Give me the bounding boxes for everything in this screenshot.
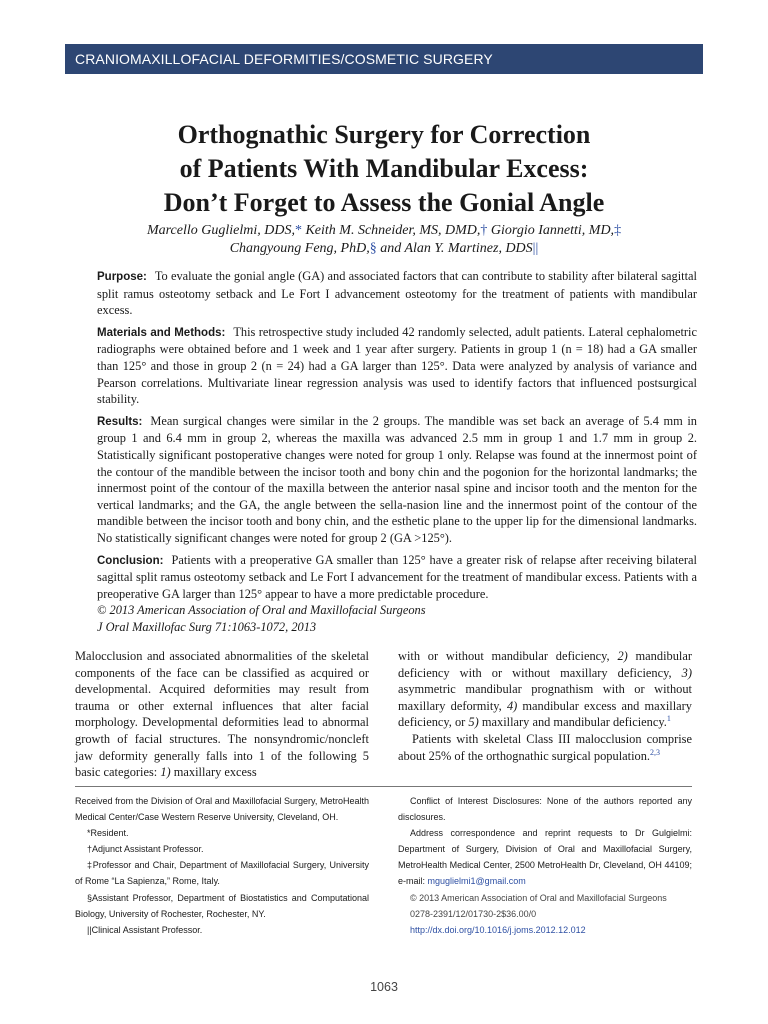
footnote-professor: ‡Professor and Chair, Department of Maxillofacial Surgery, University of Rome “La Sapienza,” Rome, Italy. [75,860,369,887]
doi-link[interactable]: http://dx.doi.org/10.1016/j.joms.2012.12.012 [410,924,586,935]
affiliation-marker[interactable]: § [369,241,377,256]
purpose-label: Purpose: [97,271,147,283]
body-column-right [398,648,692,764]
abstract-copyright: © 2013 American Association of Oral and Maxillofacial Surgeons [97,603,426,618]
body-text: with or without mandibular deficiency, [398,649,610,663]
affiliation-marker[interactable]: † [480,223,488,238]
methods-text: This retrospective study included 42 randomly selected, adult patients. Lateral cephalometric radiographs were obtained before and 1 week and 1 year after surgery. Patients in group 1 (n = 18) had a GA smaller than 125° and those in group 2 (n = 24) had a GA larger than 125°. Data were analyzed by analysis of variance and Pearson correlations. Multivariate linear regression analysis was used to identify factors that influenced postsurgical stability. [97,324,697,407]
footnote-resident: *Resident. [87,828,129,839]
purpose-text: To evaluate the gonial angle (GA) and associated factors that can contribute to stability after bilateral sagittal split ramus osteotomy setback and Le Fort I advancement osteotomy for the treatment of patients with mandibular excess. [97,269,697,318]
body-paragraph [75,648,369,781]
body-text: Malocclusion and associated abnormalities of the skeletal components of the face can be classified as acquired or developmental. Acquired deformities may result from trauma or other external influences that alter facial morphology. Developmental deformities lead to abnormal growth of facial structures. The nonsyndromic/noncleft jaw deformity generally falls into 1 of the following 5 basic categories: [75,649,369,780]
body-text: maxillary excess [173,765,257,780]
abstract-purpose [97,268,697,319]
body-text: mandibular deficiency with or without maxillary deficiency, [398,649,692,680]
body-text: asymmetric mandibular prognathism with or without maxillary deformity, [398,682,692,713]
author-line [65,240,703,258]
title-line: Don’t Forget to Assess the Gonial Angle [163,188,605,217]
methods-label: Materials and Methods: [97,326,226,339]
abstract [97,268,697,635]
footnote-address [398,825,692,889]
footnote-conflict: Conflict of Interest Disclosures: None of the authors reported any disclosures. [398,796,692,823]
reference-link[interactable]: 2,3 [650,747,661,757]
author-name: Changyoung Feng, PhD, [229,241,370,256]
title-line: of Patients With Mandibular Excess: [179,154,589,183]
body-text: mandibular excess and maxillary deficiency, or [398,698,692,730]
section-banner: CRANIOMAXILLOFACIAL DEFORMITIES/COSMETIC SURGERY [65,44,703,74]
body-text: maxillary and mandibular deficiency. [481,715,667,730]
conclusion-label: Conclusion: [97,554,164,567]
results-label: Results: [97,415,143,428]
article-title [65,118,703,220]
results-text: Mean surgical changes were similar in the 2 groups. The mandible was set back an average of 5.4 mm in group 1 and 6.4 mm in group 2, whereas the maxilla was advanced 2.5 mm in group 1 and 1.7 mm in group 2. Statistically significant postoperative changes were noted for group 1 only. Relapse was found at the innermost point of the contour of the mandible between the incisor tooth and bony chin and the pogonion for the horizontal landmarks; the innermost point of the contour of the maxilla between the anterior nasal spine and incisor tooth and the menton for the vertical landmarks; and the GA, the angle between the sella-nasion line and the innermost point of the contour of the mandible between the incisor tooth and bony chin, and the esthetic plane to the upper lip for the dimensional landmarks. No statistically significant changes were noted for group 2 (GA >125°). [97,413,697,545]
category-number: 1) [160,765,171,780]
conclusion-text: Patients with a preoperative GA smaller than 125° have a greater risk of relapse after receiving bilateral sagittal split ramus osteotomy setback and Le Fort I advancement for the treatment of mandibular excess. Patients with a preoperative GA larger than 125° appear to have a more predictable procedure. [97,552,697,601]
affiliation-marker[interactable]: * [294,223,302,238]
email-link[interactable]: mguglielmi1@gmail.com [427,876,526,887]
footnote-issn: 0278-2391/12/01730-2$36.00/0 [410,908,537,919]
author-name: and Alan Y. Martinez, DDS [376,241,533,256]
title-line: Orthognathic Surgery for Correction [177,120,591,149]
body-paragraph [398,731,692,764]
footnote-assistant: §Assistant Professor, Department of Biostatistics and Computational Biology, University of Rochester, Rochester, NY. [75,892,369,919]
footnote-adjunct: †Adjunct Assistant Professor. [87,844,204,855]
author-name: Keith M. Schneider, MS, DMD, [301,223,481,238]
body-paragraph [398,648,692,731]
reference-link[interactable]: 1 [666,714,671,724]
abstract-methods [97,324,697,408]
category-number: 3) [681,665,692,680]
abstract-results [97,413,697,547]
category-number: 2) [617,649,628,663]
footnote-copyright: © 2013 American Association of Oral and Maxillofacial Surgeons [410,892,667,903]
page-number: 1063 [370,980,398,994]
affiliation-marker[interactable]: || [532,241,539,256]
body-text: Patients with skeletal Class III malocclusion comprise about 25% of the orthognathic surgical population. [398,731,692,763]
author-line [65,222,703,240]
category-number: 4) [506,698,518,713]
footnotes-right [398,793,692,938]
footnote-received: Received from the Division of Oral and Maxillofacial Surgery, MetroHealth Medical Center/Case Western Reserve University, Cleveland, OH. [75,796,369,823]
author-name: Marcello Guglielmi, DDS, [146,223,295,238]
body-column-left [75,648,369,781]
category-number: 5) [468,715,479,730]
author-name: Giorgio Iannetti, MD, [487,223,615,238]
footnote-divider [75,786,692,787]
author-list [65,222,703,258]
abstract-conclusion [97,552,697,603]
footnotes-left [75,793,369,938]
footnote-clinical: ||Clinical Assistant Professor. [87,924,203,935]
journal-citation: J Oral Maxillofac Surg 71:1063-1072, 2013 [97,619,317,634]
affiliation-marker[interactable]: ‡ [614,223,622,238]
address-text: Address correspondence and reprint requests to Dr Gulgielmi: Department of Surgery, Division of Oral and Maxillofacial Surgery, MetroHealth Medical Center, 2500 MetroHealth Dr, Cleveland, OH 44109; e-mail: [398,828,692,887]
